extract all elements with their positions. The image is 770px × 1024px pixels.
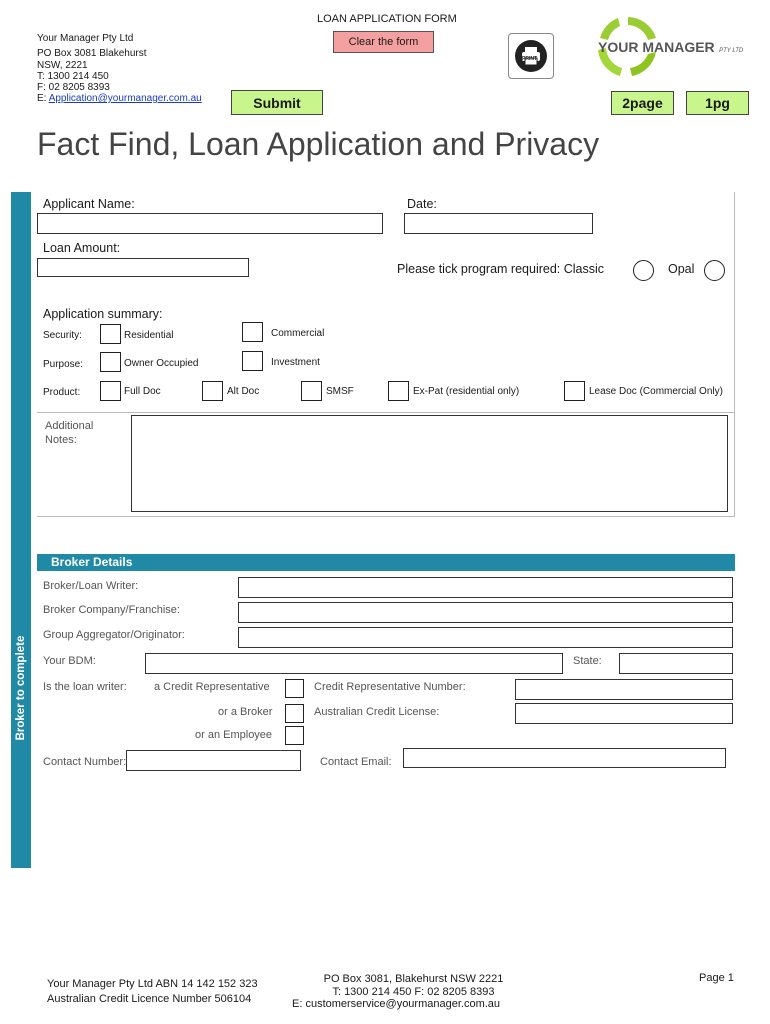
credit-rep-number-input[interactable] [515,679,733,700]
page-number: Page 1 [699,972,734,984]
investment-checkbox[interactable] [242,351,263,371]
notes-label-2: Notes: [45,434,77,446]
company-phone: T: 1300 214 450 [37,71,109,82]
smsf-checkbox[interactable] [301,381,322,401]
product-label: Product: [43,387,81,398]
footer-email: E: customerservice@yourmanager.com.au [292,998,501,1010]
applicant-name-input[interactable] [37,213,383,234]
print-icon-label: PRINT [522,56,537,62]
or-broker-label: or a Broker [218,706,273,718]
purpose-label: Purpose: [43,359,84,370]
contact-email-label: Contact Email: [320,756,392,768]
email-link[interactable]: Application@yourmanager.com.au [48,93,202,104]
clear-form-button[interactable] [333,31,434,53]
program-label: Please tick program required: Classic [397,262,605,276]
owner-occupied-checkbox[interactable] [100,352,121,372]
email-prefix: E: [37,93,49,104]
state-label: State: [573,655,602,667]
broker-to-complete-text: Broker to complete [15,635,27,741]
company-address-2: NSW, 2221 [37,60,88,71]
page-title: Fact Find, Loan Application and Privacy [37,126,600,162]
classic-radio[interactable] [633,260,654,281]
bdm-label: Your BDM: [43,655,96,667]
one-page-button[interactable] [686,91,749,115]
loan-amount-label: Loan Amount: [43,241,121,255]
form-title: LOAN APPLICATION FORM [317,13,457,25]
loan-writer-input[interactable] [238,577,733,598]
employee-checkbox[interactable] [285,726,304,745]
contact-number-input[interactable] [126,750,301,771]
state-input[interactable] [619,653,733,674]
broker-company-input[interactable] [238,602,733,623]
footer-phone: T: 1300 214 450 F: 02 8205 8393 [332,986,495,998]
full-doc-label: Full Doc [124,386,161,397]
is-loan-writer-label: Is the loan writer: [43,681,127,693]
application-summary-heading: Application summary: [43,307,163,321]
lease-doc-label: Lease Doc (Commercial Only) [589,386,723,397]
opal-label: Opal [668,262,695,276]
logo-text-suffix: PTY LTD [719,48,744,54]
aggregator-input[interactable] [238,627,733,648]
submit-label: Submit [253,95,301,111]
alt-doc-checkbox[interactable] [202,381,223,401]
footer-address: PO Box 3081, Blakehurst NSW 2221 [323,973,504,985]
credit-rep-label: a Credit Representative [154,681,270,693]
company-name: Your Manager Pty Ltd [37,33,134,44]
credit-license-label: Australian Credit License: [314,706,440,718]
applicant-name-label: Applicant Name: [43,197,135,211]
broker-to-complete-banner [11,192,31,868]
company-fax: F: 02 8205 8393 [37,82,110,93]
loan-writer-label: Broker/Loan Writer: [43,580,139,592]
notes-label-1: Additional [45,420,94,432]
commercial-label: Commercial [271,328,325,339]
expat-checkbox[interactable] [388,381,409,401]
expat-label: Ex-Pat (residential only) [413,386,520,397]
opal-radio[interactable] [704,260,725,281]
residential-label: Residential [124,330,174,341]
credit-rep-number-label: Credit Representative Number: [314,681,466,693]
logo-text-main: YOUR MANAGER [598,39,715,55]
bdm-input[interactable] [145,653,563,674]
investment-label: Investment [271,357,320,368]
contact-email-input[interactable] [403,748,726,768]
company-email-line [37,93,202,104]
credit-rep-checkbox[interactable] [285,679,304,698]
footer-abn: Your Manager Pty Ltd ABN 14 142 152 323 [47,978,258,990]
security-label: Security: [43,330,82,341]
one-page-label: 1pg [705,95,730,111]
contact-number-label: Contact Number: [43,756,127,768]
owner-occupied-label: Owner Occupied [124,358,199,369]
print-button[interactable] [508,33,554,79]
broker-company-label: Broker Company/Franchise: [43,604,180,616]
date-label: Date: [407,197,437,211]
additional-notes-textarea[interactable] [131,415,728,512]
date-input[interactable] [404,213,593,234]
your-manager-logo [592,12,752,82]
alt-doc-label: Alt Doc [227,386,260,397]
or-employee-label: or an Employee [195,729,273,741]
logo-text [598,39,743,57]
commercial-checkbox[interactable] [242,322,263,342]
full-doc-checkbox[interactable] [100,381,121,401]
residential-checkbox[interactable] [100,324,121,344]
footer-licence: Australian Credit Licence Number 506104 [47,993,252,1005]
aggregator-label: Group Aggregator/Originator: [43,629,185,641]
two-page-label: 2page [622,95,663,111]
broker-details-heading: Broker Details [51,555,133,569]
company-address-1: PO Box 3081 Blakehurst [37,48,147,59]
loan-amount-input[interactable] [37,258,249,277]
credit-license-input[interactable] [515,703,733,724]
lease-doc-checkbox[interactable] [564,381,585,401]
broker-details-header [37,554,735,571]
submit-button[interactable] [231,90,323,115]
broker-checkbox[interactable] [285,704,304,723]
two-page-button[interactable] [611,91,674,115]
clear-form-label: Clear the form [348,36,419,48]
smsf-label: SMSF [326,386,354,397]
